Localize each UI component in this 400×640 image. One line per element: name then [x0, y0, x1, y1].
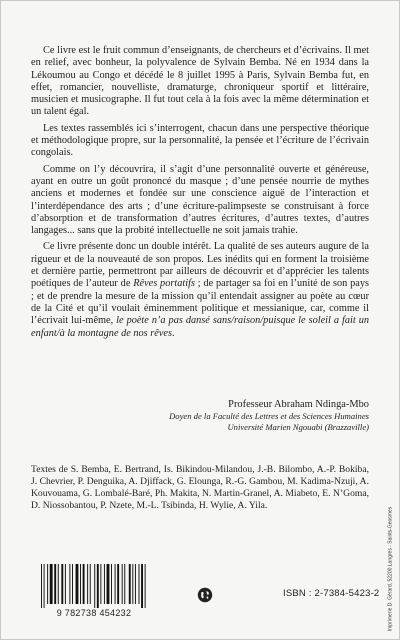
printer-note-text: Imprimerie D. Gérard, 52200 Langres - Saints-Geosmes	[387, 506, 393, 632]
barcode	[37, 564, 147, 618]
blurb-paragraph-4	[31, 241, 369, 339]
blurb-p4-text-b: ; de partager sa foi en l’unité de son pays ; et de prendre la mesure de la mission qu’il entendait assigner au poète au cœur de la Cité et qu’il voulait éminemment politique et messianique, car, comme il l’écrivait lui-même,	[31, 278, 369, 327]
barcode-icon	[37, 564, 147, 608]
authors-section	[31, 464, 369, 512]
globe-icon	[197, 587, 213, 603]
blurb	[31, 45, 369, 340]
signature-role-line-1: Doyen de la Faculté des Lettres et des Sciences Humaines	[169, 411, 369, 421]
authors-list: Textes de S. Bemba, E. Bertrand, Is. Bikindou-Milandou, J.-B. Bilombo, A.-P. Bokiba, J. Chevrier, P. Denguika, A. Djiffack, G. Elounga, R.-G. Gambou, M. Kadima-Nzuji, A. Kouvouama, G. Lombalé-Baré, Ph. Makita, N. Martin-Granel, A. Miabeto, E. N’Goma, D. Niossobantou, P. Nzete, M.-L. Tsibinda, H. Wylie, A. Yila.	[31, 464, 369, 511]
poem-quote: le poète n’a pas dansé sans/raison/puisque le soleil a fait un enfant/à la montagne de nos rêves	[31, 315, 370, 339]
book-title-reves-portatifs: Rêves portatifs	[133, 278, 195, 290]
blurb-paragraph-2: Les textes rassemblés ici s’interrogent, chacun dans une perspective théorique et méthodologique propre, sur la personnalité, la pensée et l’écriture de l’écrivain congolais.	[31, 122, 369, 159]
blurb-paragraph-1: Ce livre est le fruit commun d’enseignants, de chercheurs et d’écrivains. Il met en relief, avec bonheur, la polyvalence de Sylvain Bemba. Né en 1934 dans la Lékoumou au Congo et décédé le 8 juillet 1995 à Paris, Sylvain Bemba fut, en effet, romancier, nouvelliste, dramaturge, chroniqueur sportif et littéraire, musicien et musicographe. Il fut tout cela à la fois avec la même détermination et un talent égal.	[31, 45, 369, 118]
signature-role-line-2: Université Marien Ngouabi (Brazzaville)	[227, 421, 369, 432]
blurb-p4-end: .	[171, 327, 175, 339]
blurb-p4-text-a: Ce livre présente donc un double intérêt. La qualité de ses auteurs augure de la rigueur et de la nouveauté de son propos. Les inédits qui en forment la troisième et dernière partie, permettront par ailleurs de découvrir et d’apprécier les talents poétiques de l’auteur de	[31, 241, 369, 290]
printer-note	[385, 506, 395, 632]
barcode-number: 9 782738 454232	[56, 608, 132, 618]
isbn: ISBN : 2-7384-5423-2	[283, 588, 380, 599]
blurb-paragraph-3: Comme on l’y découvrira, il s’agit d’une personnalité ouverte et généreuse, ayant en outre un goût prononcé du masque ; d’une pensée nourrie de mythes anciens et modernes et fondée sur une conscience aiguë de l’interaction et l’interdépendance des arts ; d’une écriture-palimpseste se construisant à force d’absorption et de transformation d’autres écritures, d’autres textes, d’autres langages... sans que la probité intellectuelle ne soit jamais trahie.	[31, 163, 369, 237]
signature-name: Professeur Abraham Ndinga-Mbo	[228, 399, 369, 410]
signature	[1, 398, 369, 432]
